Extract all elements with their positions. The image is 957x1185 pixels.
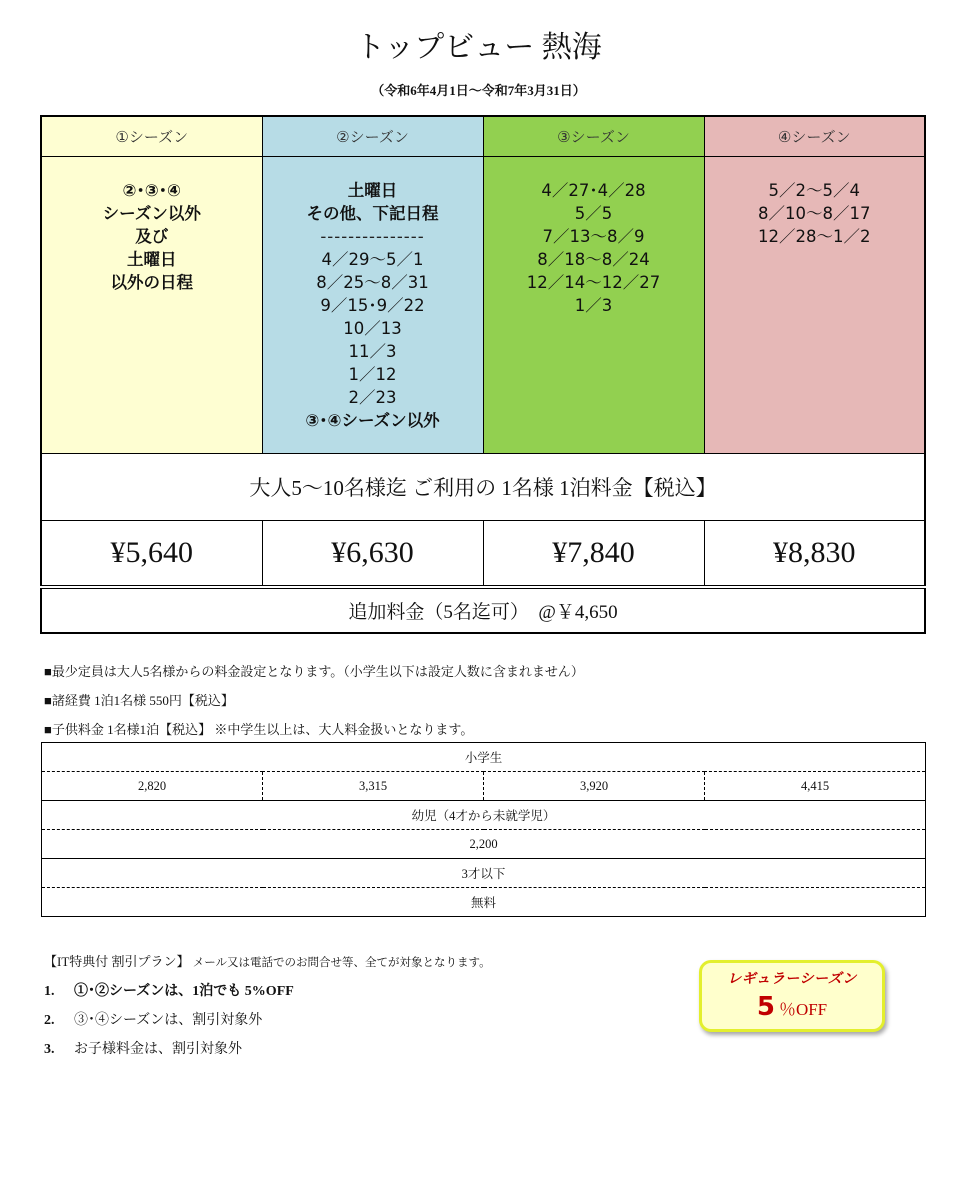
season-header-row	[41, 116, 925, 156]
item-number: 2.	[44, 1013, 55, 1028]
extra-fee-row	[41, 587, 925, 633]
date-line: 9／15･9／22	[320, 295, 425, 315]
toddler-value-row	[42, 888, 926, 917]
page-title: トップビュー 熱海	[355, 31, 602, 64]
season-2-dates	[262, 156, 483, 453]
date-line: 4／27･4／28	[541, 180, 646, 200]
item-text: お子様料金は、割引対象外	[74, 1042, 242, 1057]
elementary-season-1: 2,820	[42, 772, 263, 801]
date-line: ②･③･④	[122, 180, 181, 200]
preschool-value-row	[42, 830, 926, 859]
extra-fee: 追加料金（5名迄可） @￥4,650	[41, 587, 925, 633]
regular-season-discount-badge	[699, 960, 885, 1032]
validity-period: （令和6年4月1日～令和7年3月31日）	[371, 83, 586, 98]
season-dates-row	[41, 156, 925, 453]
note-child-fee: ■子供料金 1名様1泊【税込】 ※中学生以上は、大人料金扱いとなります。	[44, 722, 474, 737]
date-line: 8／25～8／31	[316, 272, 429, 292]
badge-value-unit: ％OFF	[778, 1000, 828, 1019]
preschool-value: 2,200	[42, 830, 926, 859]
elementary-label-row	[42, 743, 926, 772]
badge-value-number: 5	[756, 992, 775, 1022]
date-line: シーズン以外	[102, 203, 201, 223]
date-line: 12／28～1／2	[758, 226, 871, 246]
date-line: 5／2～5／4	[768, 180, 860, 200]
date-line: 1／3	[574, 295, 613, 315]
pricing-notice: 大人5～10名様迄 ご利用の 1名様 1泊料金【税込】	[41, 453, 925, 520]
elementary-season-3: 3,920	[484, 772, 705, 801]
date-line: 土曜日	[127, 249, 177, 269]
date-line: ③･④シーズン以外	[305, 410, 440, 430]
date-line: 8／18～8／24	[537, 249, 650, 269]
item-number: 3.	[44, 1042, 55, 1057]
preschool-label: 幼児（4才から未就学児）	[42, 801, 926, 830]
item-text: ③･④シーズンは、割引対象外	[74, 1013, 263, 1028]
toddler-label-row	[42, 859, 926, 888]
date-line: 7／13～8／9	[542, 226, 645, 246]
date-line: その他、下記日程	[306, 203, 439, 223]
season-2-price: ¥6,630	[262, 520, 483, 587]
date-line: 1／12	[348, 364, 397, 384]
preschool-label-row	[42, 801, 926, 830]
season-1-header: ①シーズン	[41, 116, 262, 156]
divider: ---------------	[320, 226, 425, 246]
season-3-dates	[483, 156, 704, 453]
elementary-season-4: 4,415	[705, 772, 926, 801]
date-line: 土曜日	[347, 180, 398, 200]
season-1-dates	[41, 156, 262, 453]
season-2-header: ②シーズン	[262, 116, 483, 156]
date-line: 4／29～5／1	[321, 249, 424, 269]
season-3-price: ¥7,840	[483, 520, 704, 587]
toddler-label: 3才以下	[42, 859, 926, 888]
note-minimum-occupancy: ■最少定員は大人5名様からの料金設定となります。（小学生以下は設定人数に含まれません）	[44, 664, 584, 679]
discount-plan-heading	[44, 951, 491, 970]
discount-plan-title: 【IT特典付 割引プラン】	[44, 954, 190, 969]
season-pricing-table	[40, 115, 926, 634]
date-line: 8／10～8／17	[758, 203, 871, 223]
item-number: 1.	[44, 984, 55, 999]
discount-item-2	[44, 1009, 262, 1029]
pricing-notice-row	[41, 453, 925, 520]
discount-item-3	[44, 1038, 242, 1058]
date-line: 11／3	[348, 341, 397, 361]
badge-value	[702, 992, 882, 1022]
discount-item-1	[44, 980, 294, 1000]
badge-title: レギュラーシーズン	[727, 971, 857, 987]
item-text: ①･②シーズンは、1泊でも 5%OFF	[74, 984, 294, 999]
date-line: 以外の日程	[110, 272, 193, 292]
child-fee-table	[41, 742, 926, 917]
discount-plan-note: メール又は電話でのお問合せ等、全てが対象となります。	[192, 957, 491, 969]
season-3-header: ③シーズン	[483, 116, 704, 156]
elementary-label: 小学生	[42, 743, 926, 772]
season-1-price: ¥5,640	[41, 520, 262, 587]
season-4-price: ¥8,830	[704, 520, 925, 587]
elementary-values-row	[42, 772, 926, 801]
date-line: 2／23	[348, 387, 397, 407]
date-line: 12／14～12／27	[526, 272, 661, 292]
date-line: 5／5	[574, 203, 613, 223]
toddler-value: 無料	[42, 888, 926, 917]
date-line: 10／13	[343, 318, 402, 338]
season-4-header: ④シーズン	[704, 116, 925, 156]
note-service-fee: ■諸経費 1泊1名様 550円【税込】	[44, 693, 234, 708]
elementary-season-2: 3,315	[263, 772, 484, 801]
date-line: 及び	[135, 226, 169, 246]
price-row	[41, 520, 925, 587]
season-4-dates	[704, 156, 925, 453]
